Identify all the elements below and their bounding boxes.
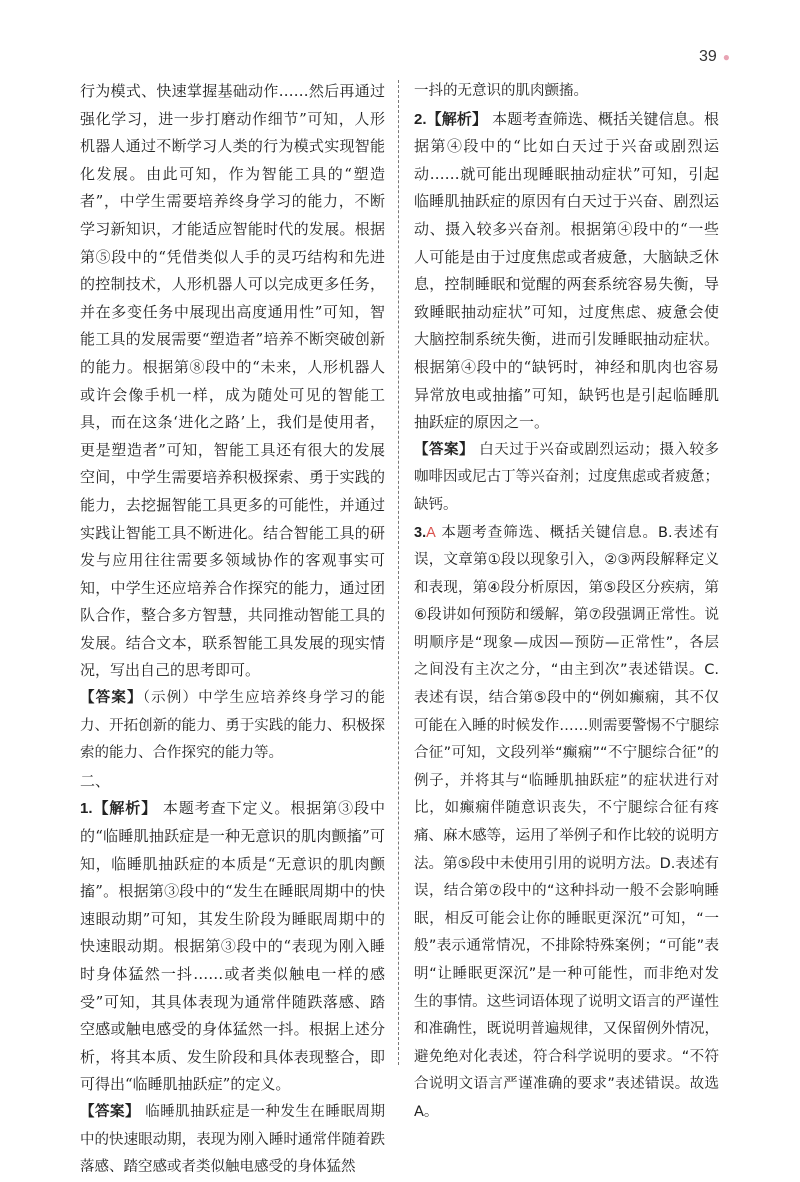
left-answer-1 bbox=[80, 685, 385, 768]
q2-answer-text: 白天过于兴奋或剧烈运动；摄入较多咖啡因或尼古丁等兴奋剂；过度焦虑或者疲惫；缺钙。 bbox=[414, 441, 720, 513]
page-number bbox=[699, 48, 730, 66]
q3-analysis-text: 本题考查筛选、概括关键信息。B.表述有误，文章第①段以现象引入，②③两段解释定义和表现，第④段分析原因，第⑤段区分疾病，第⑥段讲如何预防和缓解，第⑦段强调正常性。说明顺序是“现象—成因—预防—正常性”，各层之间没有主次之分，“由主到次”表述错误。C.表述有误，结合第⑤段中的“例如癫痫，其不仅可能在入睡的时候发作……则需要警惕不宁腿综合征”可知，文段列举“癫痫”“不宁腿综合征”的例子，并将其与“临睡肌抽跃症”的症状进行对比，如癫痫伴随意识丧失，不宁腿综合征有疼痛、麻木感等，运用了举例子和作比较的说明方法。第⑤段中未使用引用的说明方法。D.表述有误，结合第⑦段中的“这种抖动一般不会影响睡眠，相反可能会让你的睡眠更深沉”可知，“一般”表示通常情况，不排除特殊案例；“可能”表明“让睡眠更深沉”是一种可能性，而非绝对发生的事情。这些词语体现了说明文语言的严谨性和准确性，既说明普遍规律，又保留例外情况，避免绝对化表述，符合科学说明的要求。“不符合说明文语言严谨准确的要求”表述错误。故选A。 bbox=[414, 524, 720, 1120]
q1-answer-text: 临睡肌抽跃症是一种发生在睡眠周期中的快速眼动期，表现为刚入睡时通常伴随着跌落感、踏空感或者类似触电感受的身体猛然 bbox=[80, 1103, 386, 1176]
left-column bbox=[80, 78, 385, 1182]
q1-analysis bbox=[80, 795, 385, 1099]
q1-analysis-tag: 【解析】 bbox=[92, 799, 158, 818]
answer-tag: 【答案】 bbox=[80, 690, 143, 707]
q1-analysis-text: 本题考查下定义。根据第③段中的“临睡肌抽跃症是一种无意识的肌肉颤搐”可知，临睡肌抽跃症的本质是“无意识的肌肉颤搐”。根据第③段中的“发生在睡眠周期中的快速眼动期”可知，其发生阶段为睡眠周期中的快速眼动期。根据第③段中的“表现为刚入睡时身体猛然一抖……或者类似触电一样的感受”可知，其具体表现为通常伴随跌落感、踏空感或触电感受的身体猛然一抖。根据上述分析，将其本质、发生阶段和具体表现整合，即可得出“临睡肌抽跃症”的定义。 bbox=[80, 799, 385, 1094]
q1-number: 1. bbox=[80, 800, 93, 818]
q2-analysis-text: 本题考查筛选、概括关键信息。根据第④段中的“比如白天过于兴奋或剧烈运动……就可能出现睡眠抽动症状”可知，引起临睡肌抽跃症的原因有白天过于兴奋、剧烈运动、摄入较多兴奋剂。根据第④段中的“一些人可能是由于过度焦虑或者疲惫，大脑缺乏休息，控制睡眠和觉醒的两套系统容易失衡，导致睡眠抽动症状”可知，过度焦虑、疲惫会使大脑控制系统失衡，进而引发睡眠抽动症状。根据第④段中的“缺钙时，神经和肌肉也容易异常放电或抽搐”可知，缺钙也是引起临睡肌抽跃症的原因之一。 bbox=[414, 109, 719, 432]
q2-answer-tag: 【答案】 bbox=[414, 441, 475, 458]
q2-analysis bbox=[414, 106, 719, 437]
q1-answer-tag: 【答案】 bbox=[80, 1103, 141, 1120]
q3-analysis bbox=[414, 520, 719, 1127]
right-column bbox=[414, 78, 719, 1127]
column-divider bbox=[398, 80, 399, 1065]
q3-choice: A bbox=[426, 524, 436, 541]
q3-number: 3. bbox=[414, 524, 427, 541]
page-dot-icon: ● bbox=[722, 50, 730, 64]
q1-answer-continued: 一抖的无意识的肌肉颤搐。 bbox=[414, 83, 588, 99]
page-number-text: 39 bbox=[698, 48, 717, 65]
section-heading: 二、 bbox=[80, 771, 111, 790]
q2-answer bbox=[414, 437, 719, 520]
q2-analysis-tag: 【解析】 bbox=[426, 109, 488, 128]
left-paragraph-1: 行为模式、快速掌握基础动作……然后再通过强化学习，进一步打磨动作细节”可知，人形机器人通过不断学习人类的行为模式实现智能化发展。由此可知，作为智能工具的“塑造者”，中学生需要培养终身学习的能力，不断学习新知识，才能适应智能时代的发展。根据第⑤段中的“凭借类似人手的灵巧结构和先进的控制技术，人形机器人可以完成更多任务，并在多变任务中展现出高度通用性”可知，智能工具的发展需要“塑造者”培养不断突破创新的能力。根据第⑧段中的“未来，人形机器人或许会像手机一样，成为随处可见的智能工具，而在这条‘进化之路’上，我们是使用者，更是塑造者”可知，智能工具还有很大的发展空间，中学生需要培养积极探索、勇于实践的能力，去挖掘智能工具更多的可能性，并通过实践让智能工具不断进化。结合智能工具的研发与应用往往需要多领域协作的客观事实可知，中学生还应培养合作探究的能力，通过团队合作，整合多方智慧，共同推动智能工具的发展。结合文本，联系智能工具发展的现实情况，写出自己的思考即可。 bbox=[80, 82, 385, 680]
q1-answer bbox=[80, 1099, 385, 1182]
q2-number: 2. bbox=[414, 110, 427, 128]
answer-text: （示例）中学生应培养终身学习的能力、开拓创新的能力、勇于实践的能力、积极探索的能力、合作探究的能力等。 bbox=[80, 690, 386, 762]
